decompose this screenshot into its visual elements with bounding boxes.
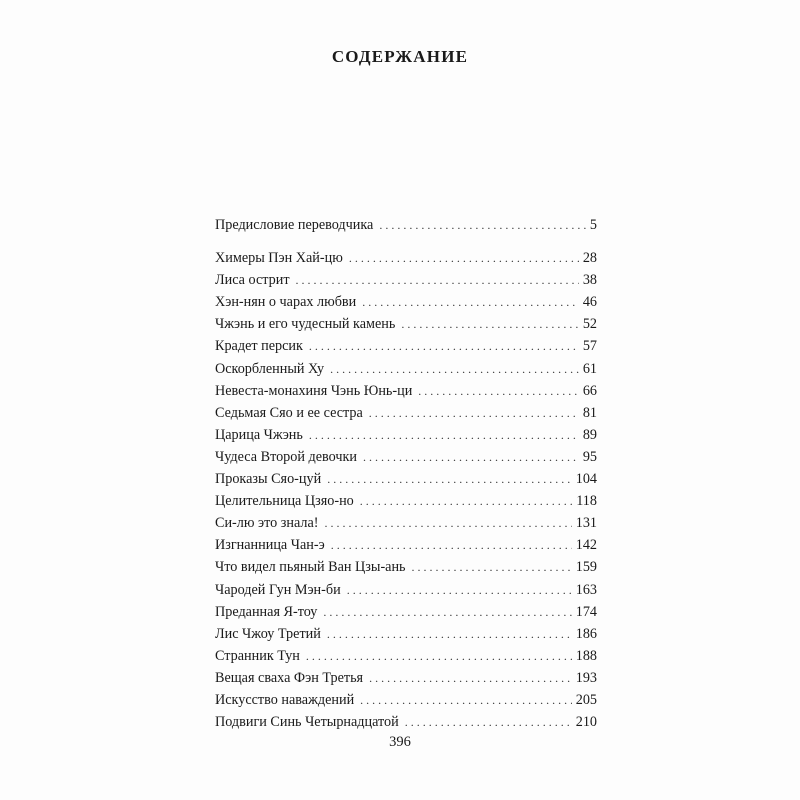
toc-entry-title: Странник Тун [215,647,300,664]
toc-entry-page: 131 [575,515,597,532]
toc-entry-title: Оскорбленный Ху [215,360,325,377]
toc-entry-page: 46 [582,294,597,311]
dot-leader [327,624,572,644]
toc-entry-page: 159 [575,559,597,576]
toc-entry [215,646,597,666]
toc-entry [215,668,597,688]
toc-entry-title: Чудеса Второй девочки [215,448,357,465]
toc-entry-page: 174 [575,603,597,620]
dot-leader [324,513,571,533]
toc-entry-title: Искусство наваждений [215,692,355,708]
toc-entry-page: 28 [582,250,597,266]
toc-entry-title: Проказы Сяо-цуй [215,471,322,487]
dot-leader [306,646,572,666]
toc-entry-page: 186 [575,625,597,642]
toc-entry [215,381,597,401]
dot-leader [330,359,579,379]
toc-entry-title: Что видел пьяный Ван Цзы-ань [215,559,406,576]
toc-entry-title: Целительница Цзяо-но [215,493,354,510]
dot-leader [327,469,572,489]
toc-entry-title: Невеста-монахиня Чэнь Юнь-ци [215,382,413,399]
toc-entry [215,602,597,622]
dot-leader [412,557,572,577]
toc-entry-title: Предисловие переводчика [215,217,374,233]
toc-entry [215,535,597,555]
toc-entry-page: 163 [575,581,597,598]
toc-entry [215,270,597,290]
toc-entry [215,447,597,467]
toc-entry-page: 89 [582,426,597,443]
toc-entry [215,248,597,268]
toc-entry-page: 95 [582,448,597,465]
dot-leader [363,447,579,467]
dot-leader [405,712,572,732]
toc-entry-title: Царица Чжэнь [215,426,303,443]
toc-entry [215,292,597,312]
dot-leader [309,336,579,356]
toc-entry-page: 57 [582,338,597,355]
toc-entry [215,557,597,577]
toc-entry-page: 210 [575,714,597,731]
dot-leader [347,580,572,600]
toc-entry-title: Чжэнь и его чудесный камень [215,316,396,333]
toc-entry-page: 104 [575,471,597,487]
toc-entry-page: 61 [582,360,597,377]
dot-leader [362,292,579,312]
toc-entry-title: Лис Чжоу Третий [215,625,321,642]
toc-entry-title: Химеры Пэн Хай-цю [215,250,343,266]
toc-entry-title: Вещая сваха Фэн Третья [215,669,364,686]
dot-leader [369,403,579,423]
toc-entry [215,359,597,379]
toc-entry-title: Хэн-нян о чарах любви [215,294,357,311]
toc-entry-page: 38 [582,272,597,289]
toc-entry-page: 142 [575,537,597,554]
dot-leader [418,381,579,401]
toc-entry-title: Крадет персик [215,338,303,355]
dot-leader [401,314,578,334]
toc-entry-page: 205 [575,692,597,708]
toc-entry-page: 52 [582,316,597,333]
toc-entry [215,469,597,489]
toc-entry-title: Седьмая Сяо и ее сестра [215,404,363,421]
toc-entry-page: 188 [575,647,597,664]
dot-leader [360,491,572,511]
dot-leader [360,690,572,710]
dot-leader [323,602,571,622]
dot-leader [331,535,572,555]
toc-entry [215,580,597,600]
page-number: 396 [389,734,411,750]
toc-entry [215,403,597,423]
toc-entry [215,712,597,732]
dot-leader [309,425,579,445]
toc-entry-page: 118 [576,493,597,510]
toc-entry [215,314,597,334]
toc-entry-title: Чародей Гун Мэн-би [215,581,341,598]
dot-leader [296,270,579,290]
toc-entry [215,336,597,356]
dot-leader [369,668,572,688]
toc-entry [215,690,597,710]
dot-leader [379,215,586,235]
page-title: СОДЕРЖАНИЕ [331,47,469,66]
toc-entry-title: Изгнанница Чан-э [215,537,325,554]
toc-entry [215,215,597,235]
dot-leader [349,248,579,268]
toc-entry [215,425,597,445]
toc-entry-page: 5 [589,217,597,233]
toc-entry-title: Подвиги Синь Четырнадцатой [215,714,399,731]
toc-entry-title: Преданная Я-тоу [215,603,318,620]
toc-entry [215,624,597,644]
toc-entry [215,513,597,533]
toc-entry-page: 193 [575,669,597,686]
toc-entry-page: 81 [582,404,597,421]
toc-entry-title: Си-лю это знала! [215,515,319,532]
toc-entry [215,491,597,511]
toc-entry-page: 66 [582,382,597,399]
toc-entry-title: Лиса острит [215,272,290,289]
